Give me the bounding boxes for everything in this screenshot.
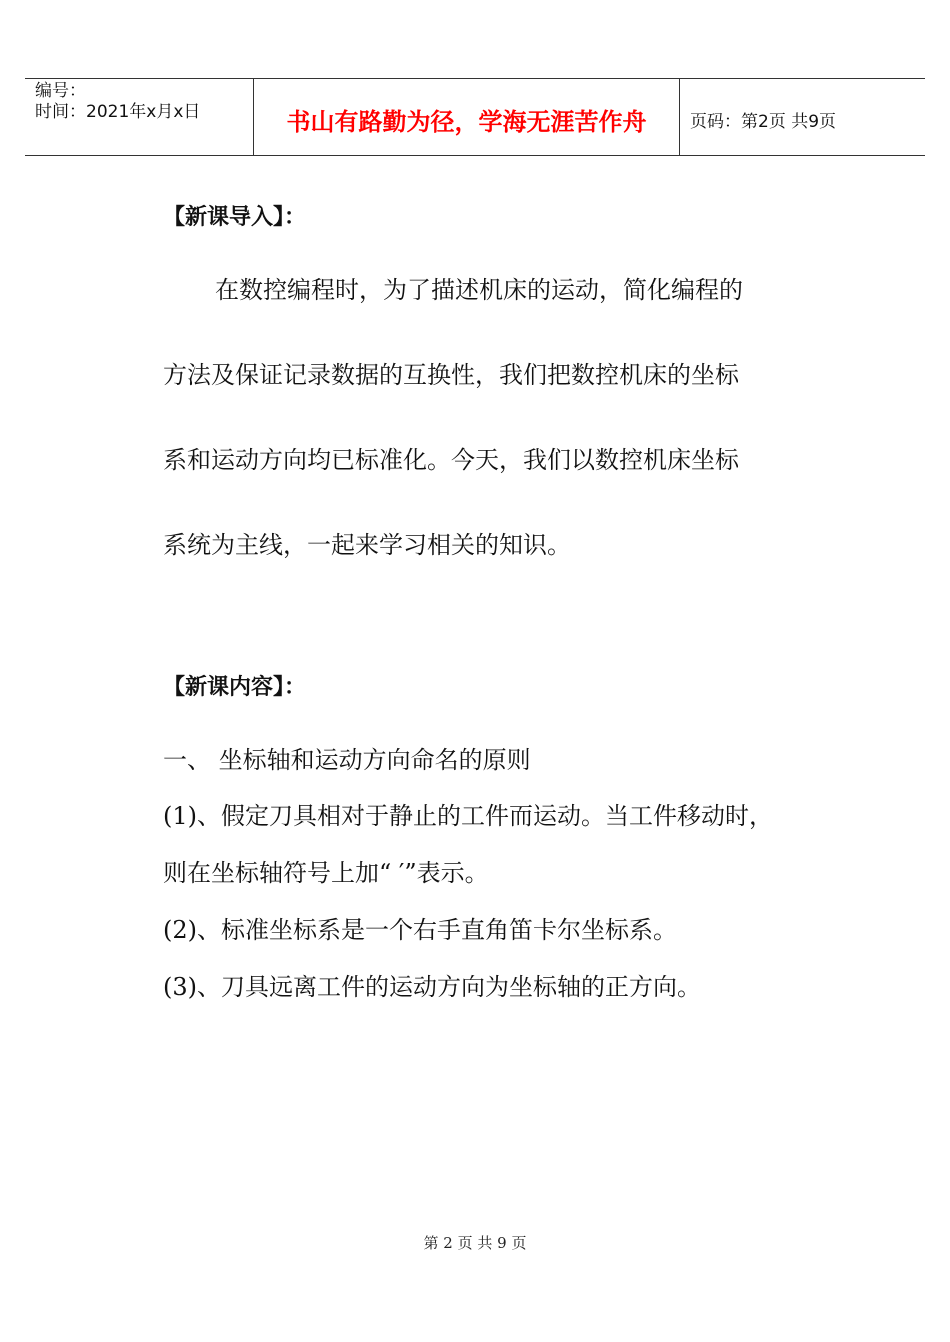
intro-paragraph-line: 方法及保证记录数据的互换性，我们把数控机床的坐标 — [163, 361, 739, 389]
document-time-label: 时间：2021年x月x日 — [35, 102, 201, 122]
intro-heading: 【新课导入】： — [163, 204, 307, 230]
content-heading: 【新课内容】： — [163, 674, 307, 700]
document-header — [25, 78, 925, 156]
intro-paragraph-line: 系和运动方向均已标准化。今天，我们以数控机床坐标 — [163, 446, 739, 474]
document-number-label: 编号： — [35, 81, 86, 101]
page-footer: 第 2 页 共 9 页 — [423, 1234, 527, 1252]
principle-item: (2)、标准坐标系是一个右手直角笛卡尔坐标系。 — [163, 916, 677, 944]
header-motto: 书山有路勤为径，学海无涯苦作舟 — [254, 79, 680, 155]
principle-item: (3)、刀具远离工件的运动方向为坐标轴的正方向。 — [163, 973, 701, 1001]
principle-item: 则在坐标轴符号上加“ ′”表示。 — [163, 859, 489, 887]
header-page-label: 页码：第2页 共9页 — [690, 111, 837, 132]
principle-item: (1)、假定刀具相对于静止的工件而运动。当工件移动时， — [163, 802, 773, 830]
intro-paragraph-line: 系统为主线，一起来学习相关的知识。 — [163, 531, 571, 559]
section-title: 一、 坐标轴和运动方向命名的原则 — [163, 746, 531, 774]
intro-paragraph-line: 在数控编程时，为了描述机床的运动，简化编程的 — [215, 276, 743, 304]
header-meta — [25, 79, 254, 155]
